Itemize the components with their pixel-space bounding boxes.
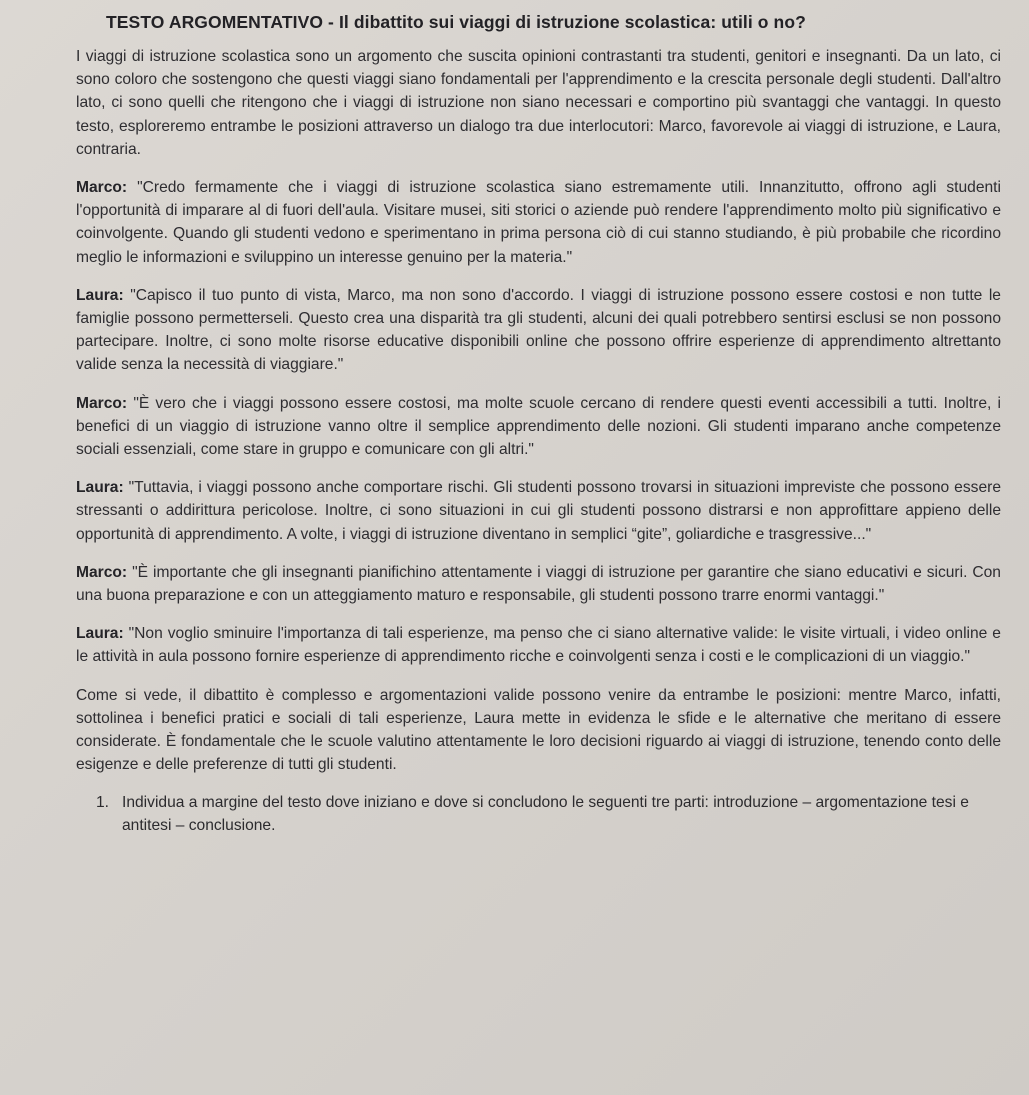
speaker-label: Marco: [76, 179, 128, 197]
dialogue-paragraph-laura-2 [76, 476, 1001, 546]
speaker-label: Marco: [76, 394, 128, 412]
document-title: TESTO ARGOMENTATIVO - Il dibattito sui viaggi di istruzione scolastica: utili o no? [106, 12, 806, 32]
dialogue-text: "Tuttavia, i viaggi possono anche comportare rischi. Gli studenti possono trovarsi in situazioni impreviste che possono essere stressanti o addirittura pericolose. Inoltre, ci sono situazioni in cui gli studenti possono distrarsi e non approfittare appieno delle opportunità di apprendimento. A volte, i viaggi di istruzione diventano in semplici “gite”, goliardiche e trasgressive..." [76, 479, 1001, 543]
speaker-label: Laura: [76, 286, 124, 304]
speaker-label: Marco: [76, 563, 128, 581]
dialogue-paragraph-marco-2 [76, 392, 1001, 462]
dialogue-text: "È importante che gli insegnanti pianifichino attentamente i viaggi di istruzione per garantire che siano educativi e sicuri. Con una buona preparazione e con un atteggiamento maturo e responsabile, gli studenti possono trarre enormi vantaggi." [76, 563, 1001, 605]
dialogue-paragraph-marco-1 [76, 176, 1001, 269]
exercise-question [96, 791, 1001, 837]
intro-paragraph: I viaggi di istruzione scolastica sono un argomento che suscita opinioni contrastanti tra studenti, genitori e insegnanti. Da un lato, ci sono coloro che sostengono che questi viaggi siano fondamentali per l'apprendimento e la crescita personale degli studenti. Dall'altro lato, ci sono quelli che ritengono che i viaggi di istruzione non siano necessari e comportino più svantaggi che vantaggi. In questo testo, esploreremo entrambe le posizioni attraverso un dialogo tra due interlocutori: Marco, favorevole ai viaggi di istruzione, e Laura, contraria. [76, 48, 1001, 158]
dialogue-text: "È vero che i viaggi possono essere costosi, ma molte scuole cercano di rendere questi eventi accessibili a tutti. Inoltre, i benefici di un viaggio di istruzione vanno oltre il semplice apprendimento delle nozioni. Gli studenti imparano anche competenze sociali essenziali, come stare in gruppo e comunicare con gli altri." [76, 394, 1001, 459]
dialogue-paragraph-laura-3 [76, 622, 1001, 668]
dialogue-text: "Capisco il tuo punto di vista, Marco, ma non sono d'accordo. I viaggi di istruzione possono essere costosi e non tutte le famiglie possono permetterseli. Questo crea una disparità tra gli studenti, alcuni dei quali potrebbero sentirsi esclusi se non possono partecipare. Inoltre, ci sono molte risorse educative disponibili online che possono offrire esperienze di apprendimento altrettanto valide senza la necessità di viaggiare." [76, 286, 1001, 374]
speaker-label: Laura: [76, 479, 124, 497]
dialogue-text: "Non voglio sminuire l'importanza di tali esperienze, ma penso che ci siano alternative valide: le visite virtuali, i video online e le attività in aula possono fornire esperienze di apprendimento ricche e coinvolgenti senza i costi e le complicazioni di un viaggio." [76, 625, 1001, 666]
conclusion-paragraph: Come si vede, il dibattito è complesso e argomentazioni valide possono venire da entrambe le posizioni: mentre Marco, infatti, sottolinea i benefici pratici e sociali di tali esperienze, Laura mette in evidenza le sfide e le alternative che meritano di essere considerate. È fondamentale che le scuole valutino attentamente le loro decisioni riguardo ai viaggi di istruzione, tenendo conto delle esigenze e delle preferenze di tutti gli studenti. [76, 686, 1001, 774]
dialogue-text: "Credo fermamente che i viaggi di istruzione scolastica siano estremamente utili. Innanzitutto, offrono agli studenti l'opportunità di imparare al di fuori dell'aula. Visitare musei, siti storici o aziende può rendere l'apprendimento molto più significativo e coinvolgente. Quando gli studenti vedono e sperimentano in prima persona ciò di cui stanno studiando, è più probabile che ricordino meglio le informazioni e sviluppino un interesse genuino per la materia." [76, 179, 1001, 266]
question-text: Individua a margine del testo dove iniziano e dove si concludono le seguenti tre parti: introduzione – argomentazione tesi e antitesi – conclusione. [122, 794, 969, 835]
dialogue-paragraph-marco-3 [76, 561, 1001, 607]
question-number: 1. [96, 794, 110, 812]
dialogue-paragraph-laura-1 [76, 284, 1001, 377]
speaker-label: Laura: [76, 625, 124, 643]
